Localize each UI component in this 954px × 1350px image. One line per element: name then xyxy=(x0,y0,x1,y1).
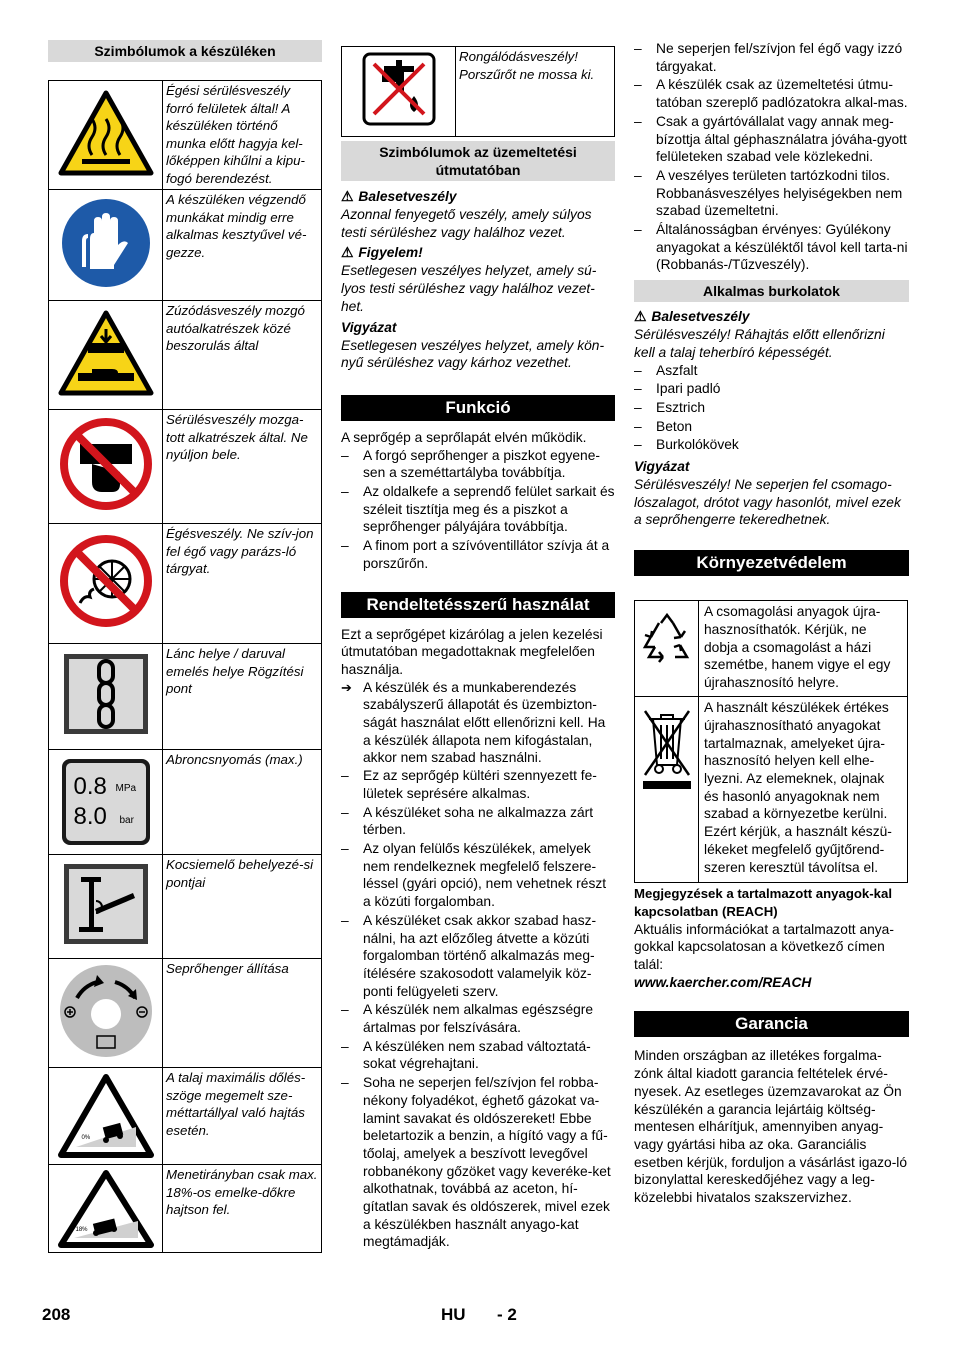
environment-table xyxy=(634,600,908,883)
list-item: – Soha ne seperjen fel/szívjon fel robba-nékony folyadékot, éghető gázokat va-lamint savakat és oldószereket! Ebbe beletartozik a benzin, a hígító vagy a fű-tőolaj, amelyek a beszívott levegővel robbanékony gőzöket vagy keveréke-ket alkothatnak, továbbá az aceton, hí-gítatlan savak és oldószerek, mivel ezek a készülékben használt anyago-kat megtámadják. xyxy=(341,1074,615,1251)
slope-percent-label: 0% xyxy=(81,1135,91,1141)
surfaces-caution-text: Sérülésveszély! Ne seperjen fel csomago-lószalagot, drótot vagy hasonlót, mivel ezek a seprőhengerre tekeredhetnek. xyxy=(634,477,901,528)
symbol-text: A talaj maximális dőlés-szöge megemelt sze-méttartállyal való hajtás esetén. xyxy=(163,1068,322,1165)
symbol-text: Abroncsnyomás (max.) xyxy=(163,750,322,855)
tire-pressure-icon xyxy=(62,759,150,845)
page-number: 208 xyxy=(42,1305,71,1324)
column-2 xyxy=(341,46,615,1252)
surfaces-list xyxy=(634,362,909,455)
device-symbols-table xyxy=(48,80,322,1253)
column-3 xyxy=(634,40,909,1207)
chain-lifting-point-icon xyxy=(63,653,149,735)
recycle-packaging-text: A csomagolási anyagok újra-hasznosíthatók. Kérjük, ne dobja a csomagolást a házi szemétbe, hanem vigye el egy újrahasznosító helyre. xyxy=(699,601,908,697)
list-item: – A készüléket soha ne alkalmazza zárt térben. xyxy=(341,804,615,839)
intended-use-intro: Ezt a seprőgépet kizárólag a jelen kezelési útmutatóban megadottaknak megfelelően használja. xyxy=(341,626,603,677)
warning-danger-text: Azonnal fenyegető veszély, amely súlyos testi sérüléshez vagy halálhoz vezet. xyxy=(341,207,592,240)
safety-list xyxy=(634,40,909,274)
surfaces-danger-text: Sérülésveszély! Ráhajtás előtt ellenőrizni kell a talaj teherbíró képességét. xyxy=(634,327,885,360)
list-item: – Csak a gyártóvállalat vagy annak meg-bízottja által géphasználatra jóváha-gyott felületeken szabad vele közlekedni. xyxy=(634,113,909,166)
intended-use-section-title: Rendeltetésszerű használat xyxy=(341,592,615,618)
symbol-text: Égési sérülésveszély forró felületek által! A készüléken történő munka előtt hagyja kel-lőképpen kihűlni a kipu-fogó berendezést. xyxy=(163,81,322,190)
pressure-value-mpa: 0.8 xyxy=(73,773,107,800)
list-item: – Burkolókövek xyxy=(634,436,909,454)
max-incline-warning-icon xyxy=(58,1169,154,1249)
no-touching-moving-parts-icon xyxy=(58,416,154,512)
suitable-surfaces-heading: Alkalmas burkolatok xyxy=(634,280,909,302)
pressure-unit-bar: bar xyxy=(119,815,134,826)
warning-triangle-icon: ⚠ xyxy=(634,309,647,325)
function-section-title: Funkció xyxy=(341,395,615,421)
list-item: – A veszélyes területen tartózkodni tilos. Robbanásveszélyes helyiségekben nem szabad üzemeltetni. xyxy=(634,167,909,220)
symbol-text: A készüléken végzendő munkákat mindig erre alkalmas kesztyűvel vé-gezze. xyxy=(163,190,322,301)
sub-page-number: - 2 xyxy=(497,1305,517,1324)
column-1 xyxy=(48,40,322,1253)
reach-text: Aktuális információkat a tartalmazott anya-gokkal kapcsolatosan a következő címen talál: xyxy=(634,921,894,972)
manual-symbols-heading: Szimbólumok az üzemeltetési útmutatóban xyxy=(341,141,615,181)
caution-text: Esetlegesen veszélyes helyzet, amely kön-nyű sérüléshez vagy kárhoz vezethet. xyxy=(341,337,605,371)
no-washing-filter-icon xyxy=(362,52,436,126)
list-item: – Ez az seprőgép kültéri szennyezett fe-lületek seprésére alkalmas. xyxy=(341,767,615,802)
list-item: – A készüléket csak akkor szabad hasz-nálni, ha azt előzőleg átvette a közúti forgalomban történő alkalmazás meg-ítélésére szakosodott valamelyik köz-ponti felügyeleti szerv. xyxy=(341,912,615,1001)
device-symbols-heading: Szimbólumok a készüléken xyxy=(48,40,322,62)
warning-attention-text: Esetlegesen veszélyes helyzet, amely sú-lyos testi sérüléshez vagy halálhoz vezet-het. xyxy=(341,263,597,314)
list-item: – A forgó seprőhenger a piszkot egyene-sen a szeméttartályba továbbítja. xyxy=(341,447,615,482)
list-item: – Aszfalt xyxy=(634,362,909,380)
list-item: – A készüléken nem szabad változtatá-sokat végrehajtani. xyxy=(341,1038,615,1073)
hot-surface-warning-icon xyxy=(58,89,154,177)
caution-title: Vigyázat xyxy=(341,319,397,335)
filter-damage-table xyxy=(341,46,615,137)
roller-adjust-icon xyxy=(57,962,155,1060)
max-slope-warning-icon xyxy=(58,1073,154,1159)
weee-disposal-text: A használt készülékek értékes újrahasznosítható anyagokat tartalmaznak, amelyeket újra-hasznosító helyen kell elhe-lyezni. Az elemeknek, olajnak és hasonló anyagoknak nem szabad a környezetbe kerülni. Ezért kérjük, a használt készü-lékeket megfelelő gyűjtőrend-szeren keresztül távolítsa el. xyxy=(699,697,908,883)
symbol-text: Sérülésveszély mozga-tott alkatrészek által. Ne nyúljon bele. xyxy=(163,410,322,524)
warning-triangle-icon: ⚠ xyxy=(341,245,354,261)
weee-bin-crossed-icon xyxy=(639,703,695,793)
list-item: – Az oldalkefe a seprendő felület sarkait és széleit tisztítja meg és a piszkot a seprőhenger pályájára továbbítja. xyxy=(341,483,615,536)
symbol-text: Zúzódásveszély mozgó autóalkatrészek közé beszorulás által xyxy=(163,301,322,410)
list-item: – Általánosságban érvényes: Gyúlékony anyagokat a készüléktől távol kell tarta-ni (Robbanás-/Tűzveszély). xyxy=(634,221,909,274)
symbol-text: Lánc helye / daruval emelés helye Rögzítési pont xyxy=(163,644,322,750)
function-list xyxy=(341,447,615,573)
reach-title: Megjegyzések a tartalmazott anyagok-kal kapcsolatban (REACH) xyxy=(634,886,892,919)
intended-use-instruction: ➔ A készülék és a munkaberendezés szabályszerű állapotát és üzembizton-ságát használat előtt ellenőrizni kell. Ha a készülék állapota nem kifogástalan, akkor nem szabad használni. xyxy=(341,679,606,766)
symbol-text: Kocsiemelő behelyezé-si pontjai xyxy=(163,855,322,959)
arrow-right-icon: ➔ xyxy=(341,679,352,695)
warranty-section-title: Garancia xyxy=(634,1011,909,1037)
jack-point-icon xyxy=(63,863,149,945)
no-burning-objects-icon xyxy=(58,533,154,629)
warning-triangle-icon: ⚠ xyxy=(341,189,354,204)
list-item: – Beton xyxy=(634,418,909,436)
list-item: – Ipari padló xyxy=(634,380,909,398)
list-item: – Esztrich xyxy=(634,399,909,417)
symbol-text: Menetirányban csak max. 18%-os emelke-dőkre hajtson fel. xyxy=(163,1165,322,1253)
warning-attention-title: ⚠ Figyelem! xyxy=(341,245,423,261)
list-item: – A készülék csak az üzemeltetési útmu-tatóban szereplő padlózatokra alkal-mas. xyxy=(634,76,909,111)
crush-hazard-icon xyxy=(58,309,154,397)
surfaces-caution-title: Vigyázat xyxy=(634,459,690,475)
symbol-text: Seprőhenger állítása xyxy=(163,959,322,1068)
warranty-text: Minden országban az illetékes forgalma-zónk által kiadott garancia feltételek érvé-nyesek. Az esetleges üzemzavarokat az Ön készülékén a garancia lejártáig költség-mentesen elhárítjuk, amennyiben anyag-vagy gyártási hiba az oka. Garanciális esetben kérjük, forduljon a vásárlást igazo-ló bizonylattal kereskedőjéhez vagy a leg-közelebbi hivatalos szakszervizhez. xyxy=(634,1048,908,1206)
intended-use-list xyxy=(341,767,615,1251)
warning-danger-title: ⚠ Balesetveszély xyxy=(341,189,457,204)
surfaces-danger-title: ⚠ Balesetveszély xyxy=(634,309,750,325)
pressure-value-bar: 8.0 xyxy=(73,803,107,830)
reach-link[interactable]: www.kaercher.com/REACH xyxy=(634,974,812,990)
pressure-unit-mpa: MPa xyxy=(115,783,137,794)
list-item: – Az olyan felülős készülékek, amelyek nem rendelkeznek megfelelő felszere-léssel (gyári opció), nem vehetnek részt a közúti forgalomban. xyxy=(341,840,615,911)
environment-section-title: Környezetvédelem xyxy=(634,550,909,576)
function-intro: A seprőgép a seprőlapát elvén működik. xyxy=(341,429,587,445)
damage-warning-text: Rongálódásveszély! Porszűrőt ne mossa ki. xyxy=(456,47,615,137)
list-item: – A finom port a szívóventillátor szívja át a porszűrőn. xyxy=(341,537,615,572)
list-item: – A készülék nem alkalmas egészségre ártalmas por felszívására. xyxy=(341,1001,615,1036)
language-code: HU xyxy=(441,1305,466,1324)
recycle-icon xyxy=(639,611,695,667)
incline-percent-label: 18% xyxy=(75,1226,88,1233)
symbol-text: Égésveszély. Ne szív-jon fel égő vagy parázs-ló tárgyat. xyxy=(163,524,322,644)
list-item: – Ne seperjen fel/szívjon fel égő vagy izzó tárgyakat. xyxy=(634,40,909,75)
gloves-mandatory-icon xyxy=(60,197,152,289)
